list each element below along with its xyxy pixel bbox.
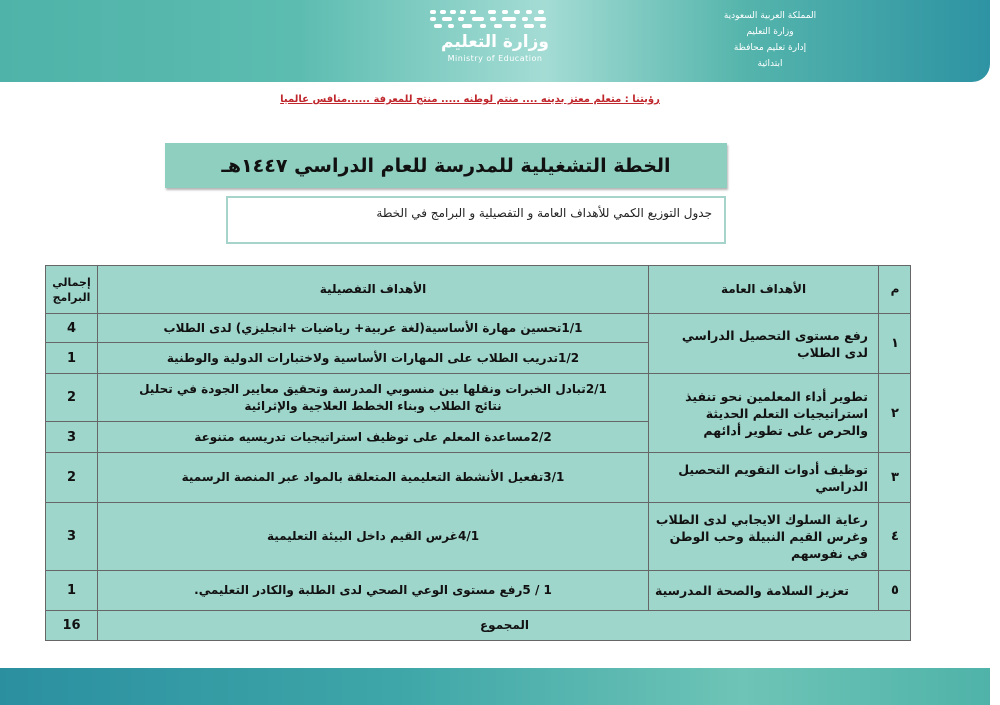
administration-label: إدارة تعليم محافظة	[733, 43, 807, 53]
program-count: 2	[46, 453, 98, 503]
program-count: 3	[46, 503, 98, 571]
row-index: ١	[879, 314, 911, 374]
row-index: ٥	[879, 571, 911, 611]
detailed-goal: 1 / 5رفع مستوى الوعي الصحي لدى الطلبة والكادر التعليمي.	[98, 571, 649, 611]
header-detailed-goals: الأهداف التفصيلية	[98, 266, 649, 314]
page-title-box	[165, 143, 727, 188]
detailed-goal: 1/1تحسين مهارة الأساسية(لغة عربية+ رياضيات +انجليزي) لدى الطلاب	[98, 314, 649, 343]
general-goal: رعاية السلوك الايجابي لدى الطلاب وغرس القيم النبيلة وحب الوطن في نفوسهم	[649, 503, 879, 571]
stage-label: ابتدائية	[757, 59, 783, 69]
total-label: المجموع	[479, 618, 530, 632]
total-value: 16	[46, 611, 98, 640]
ministry-logo	[420, 8, 570, 66]
detailed-goal: 3/1تفعيل الأنشطة التعليمية المتعلقة بالمواد عبر المنصة الرسمية	[98, 453, 649, 503]
detailed-goal: 2/1تبادل الخبرات ونقلها بين منسوبي المدرسة وتحقيق معايير الجودة في تحليل نتائج الطلاب وبناء الخطط العلاجية والإثرائية	[98, 374, 649, 422]
ministry-label: وزارة التعليم	[746, 27, 794, 37]
goals-table	[45, 265, 911, 641]
header-index: م	[879, 266, 911, 314]
logo-arabic-text: وزارة التعليم	[441, 32, 549, 52]
program-count: 1	[46, 571, 98, 611]
subtitle-box	[226, 196, 726, 244]
logo-english-text: Ministry of Education	[447, 54, 543, 63]
header-banner	[0, 0, 990, 82]
general-goal: تعزيز السلامة والصحة المدرسية	[649, 571, 879, 611]
header-general-goals: الأهداف العامة	[649, 266, 879, 314]
program-count: 4	[46, 314, 98, 343]
detailed-goal: 1/2تدريب الطلاب على المهارات الأساسية ولاختبارات الدولية والوطنية	[98, 343, 649, 374]
subtitle-text: جدول التوزيع الكمي للأهداف العامة و التفصيلية و البرامج في الخطة	[376, 206, 712, 220]
detailed-goal: 4/1غرس القيم داخل البيئة التعليمية	[98, 503, 649, 571]
vision-statement: رؤيتنا : متعلم معتز بدينه .... منتم لوطنه ..... منتج للمعرفة ......منافس عالميا	[280, 94, 660, 105]
program-count: 3	[46, 422, 98, 453]
general-goal: تطوير أداء المعلمين نحو تنفيذ استراتيجيات التعلم الحديثة والحرص على تطوير أدائهم	[649, 374, 879, 453]
row-index: ٢	[879, 374, 911, 453]
logo-dots-icon	[428, 8, 558, 30]
program-count: 2	[46, 374, 98, 422]
row-index: ٤	[879, 503, 911, 571]
general-goal: توظيف أدوات التقويم التحصيل الدراسي	[649, 453, 879, 503]
program-count: 1	[46, 343, 98, 374]
institution-block	[710, 8, 830, 72]
detailed-goal: 2/2مساعدة المعلم على توظيف استراتيجيات تدريسيه متنوعة	[98, 422, 649, 453]
general-goal: رفع مستوى التحصيل الدراسي لدى الطلاب	[649, 314, 879, 374]
page-title: الخطة التشغيلية للمدرسة للعام الدراسي ١٤٤٧هـ	[221, 154, 671, 177]
kingdom-label: المملكة العربية السعودية	[723, 11, 817, 21]
row-index: ٣	[879, 453, 911, 503]
footer-banner	[0, 668, 990, 705]
header-total-programs: إجمالي البرامج	[46, 266, 98, 314]
